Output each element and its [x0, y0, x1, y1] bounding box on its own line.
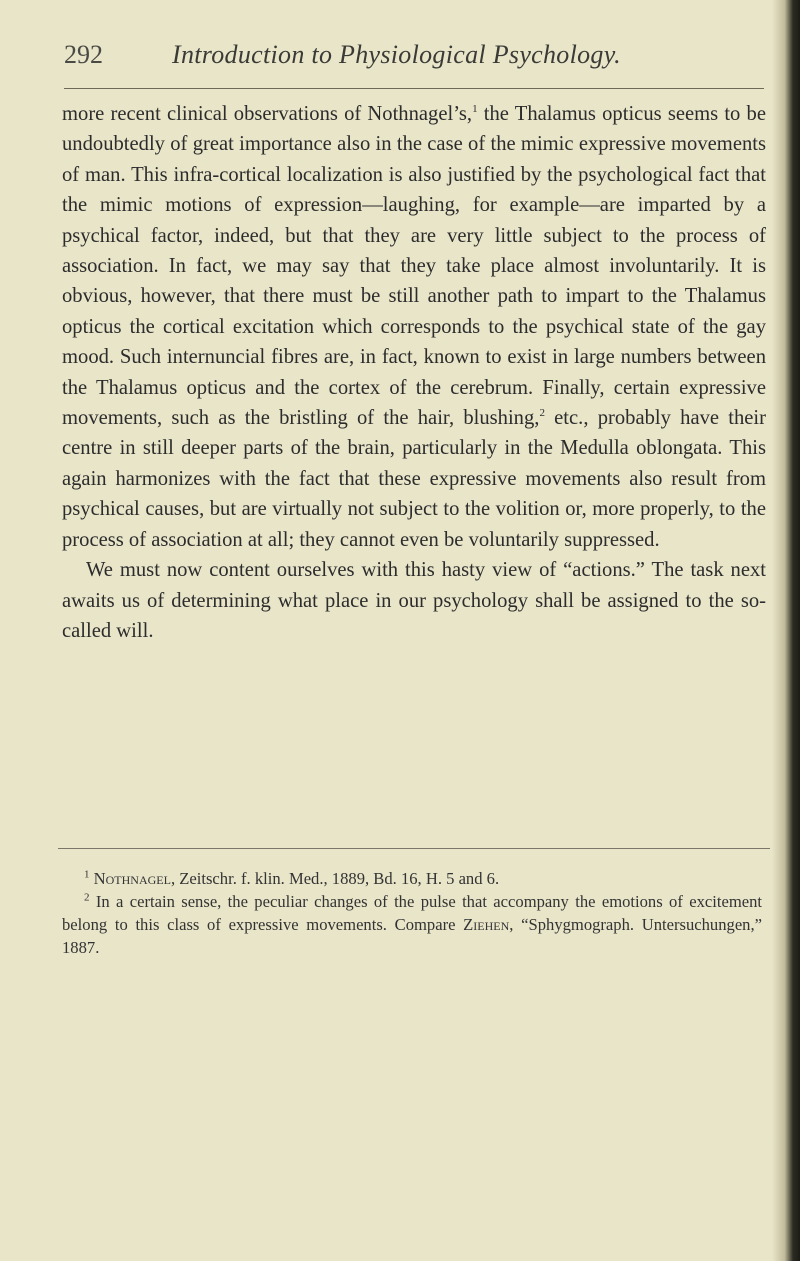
footnote-2-text-a: In a certain sense, the peculiar changes of the pulse that accompany the emotions of excitement belong to this class of expressive movements. Compare: [62, 892, 762, 934]
running-head-title: Introduction to Physiological Psychology.: [172, 40, 621, 69]
running-header: [64, 40, 764, 80]
footnote-1-author: Nothnagel,: [93, 869, 176, 888]
header-rule: [64, 88, 764, 89]
paragraph-1-part-a: more recent clinical observations of Nothnagel’s,: [62, 103, 473, 125]
page-number: 292: [64, 40, 103, 69]
footnote-1-text: Zeitschr. f. klin. Med., 1889, Bd. 16, H. 5 and 6.: [175, 869, 500, 888]
footnote-1-mark: 1: [84, 868, 90, 881]
paragraph-1-part-c: etc., probably have their centre in still deeper parts of the brain, particularly in the Medulla oblongata. This again harmonizes with the fact that these expressive movements also result from psychical causes, but are virtually not subject to the volition or, more properly, to the process of association at all; they cannot even be voluntarily suppressed.: [62, 407, 766, 551]
footnote-ref-2: 2: [539, 407, 545, 420]
footnote-2-mark: 2: [84, 891, 90, 904]
footnote-2-author: Ziehen,: [463, 915, 514, 934]
footnote-2-text-b: “Sphygmograph. Untersuchungen,” 1887.: [62, 915, 762, 957]
footnote-1: [62, 867, 762, 890]
paragraph-1: [62, 99, 766, 555]
paragraph-2: We must now content ourselves with this hasty view of “actions.” The task next awaits us of determining what place in our psychology shall be assigned to the so-called will.: [62, 559, 766, 642]
page-edge-shadow: [772, 0, 800, 1261]
paragraph-1-part-b: the Thalamus opticus seems to be undoubtedly of great importance also in the case of the mimic expressive movements of man. This infra-cortical localization is also justified by the psychological fact that the mimic motions of expression—laughing, for example—are imparted by a psychical factor, indeed, but that they are very little subject to the process of association. In fact, we may say that they take place almost involuntarily. It is obvious, however, that there must be still another path to impart to the Thalamus opticus the cortical excitation which corresponds to the psychical state of the gay mood. Such internuncial fibres are, in fact, known to exist in large numbers between the Thalamus opticus and the cortex of the cerebrum. Finally, certain expressive movements, such as the bristling of the hair, blushing,: [62, 103, 766, 430]
footnote-2: [62, 890, 762, 959]
footnote-rule: [58, 848, 770, 849]
footnote-ref-1: 1: [472, 103, 478, 116]
body-text: [62, 99, 766, 646]
footnotes: [62, 867, 762, 959]
